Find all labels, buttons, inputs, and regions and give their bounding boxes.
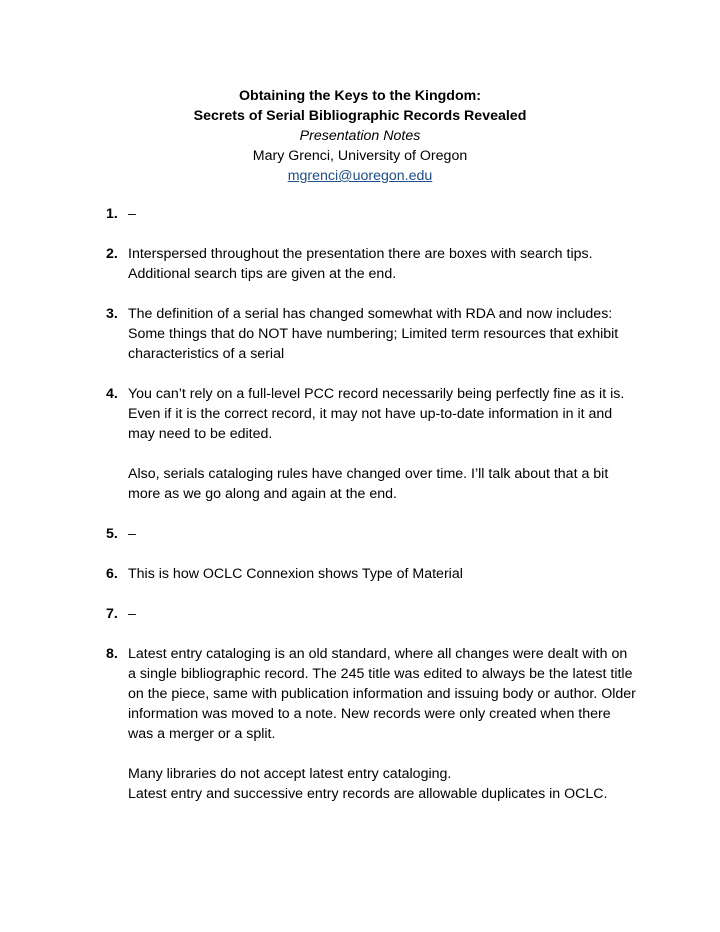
note-text: Latest entry and successive entry records are allowable duplicates in OCLC. xyxy=(128,786,608,802)
note-item-6 xyxy=(0,564,720,584)
note-text: – xyxy=(128,526,136,542)
note-text: Many libraries do not accept latest entry cataloging. xyxy=(128,766,452,782)
note-text: You can’t rely on a full-level PCC record necessarily being perfectly fine as it is. Even if it is the correct record, it may not have up-to-date information in it and may need to be edited. xyxy=(128,386,625,442)
note-item-3 xyxy=(0,304,720,364)
note-item-8 xyxy=(0,644,720,804)
email-link[interactable]: mgrenci@uoregon.edu xyxy=(287,168,433,184)
note-item-5 xyxy=(0,524,720,544)
note-text: Latest entry cataloging is an old standard, where all changes were dealt with on a single bibliographic record. The 245 title was edited to always be the latest title on the piece, same with publication information and issuing body or author. Older information was moved to a note. New records were only created when there was a merger or a split. xyxy=(128,646,636,742)
document-header xyxy=(0,86,720,186)
author-line: Mary Grenci, University of Oregon xyxy=(252,148,468,164)
note-number: 4. xyxy=(106,386,118,402)
note-number: 1. xyxy=(106,206,118,222)
note-text: – xyxy=(128,206,136,222)
note-number: 2. xyxy=(106,246,118,262)
title-line-2: Secrets of Serial Bibliographic Records Revealed xyxy=(193,108,527,124)
note-text: Also, serials cataloging rules have changed over time. I’ll talk about that a bit more as we go along and again at the end. xyxy=(128,466,609,502)
note-number: 8. xyxy=(106,646,118,662)
note-text: – xyxy=(128,606,136,622)
subtitle: Presentation Notes xyxy=(299,128,421,144)
note-text: Interspersed throughout the presentation there are boxes with search tips. Additional search tips are given at the end. xyxy=(128,246,593,282)
note-number: 7. xyxy=(106,606,118,622)
title-line-1: Obtaining the Keys to the Kingdom: xyxy=(239,88,481,104)
note-item-1 xyxy=(0,204,720,224)
note-item-7 xyxy=(0,604,720,624)
note-number: 5. xyxy=(106,526,118,542)
note-item-2 xyxy=(0,244,720,284)
note-item-4 xyxy=(0,384,720,504)
notes-list xyxy=(0,204,720,824)
note-number: 3. xyxy=(106,306,118,322)
note-text: The definition of a serial has changed somewhat with RDA and now includes: Some things that do NOT have numbering; Limited term resources that exhibit characteristics of a serial xyxy=(128,306,619,362)
note-number: 6. xyxy=(106,566,118,582)
note-text: This is how OCLC Connexion shows Type of Material xyxy=(128,566,463,582)
